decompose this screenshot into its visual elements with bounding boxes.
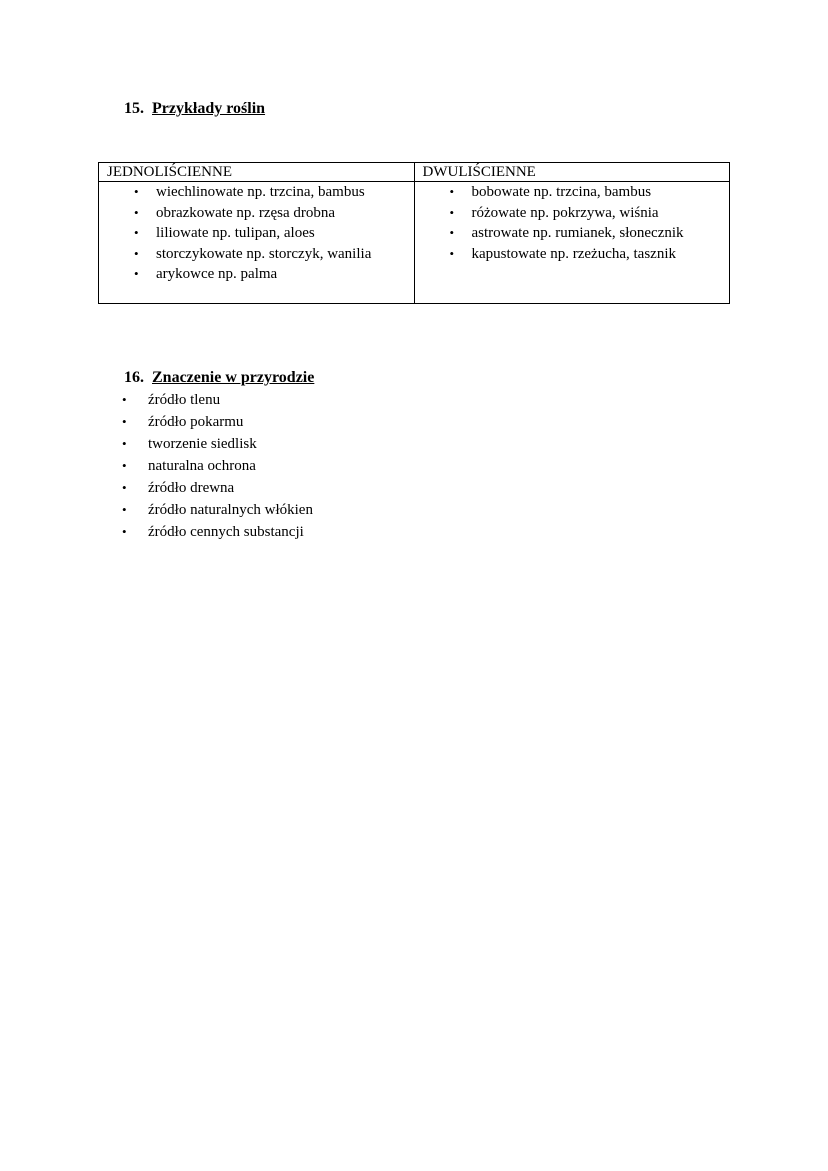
section-16-number: 16.: [124, 369, 144, 386]
bullet-icon: •: [122, 458, 127, 473]
list-item: • astrowate np. rumianek, słonecznik: [415, 223, 730, 244]
list-item: • bobowate np. trzcina, bambus: [415, 182, 730, 203]
header-dicots: DWULIŚCIENNE: [414, 163, 730, 182]
monocots-list: [99, 182, 414, 285]
bullet-icon: •: [122, 524, 127, 539]
dicots-list: [415, 182, 730, 264]
dicots-cell: [414, 182, 730, 304]
list-item: • naturalna ochrona: [120, 455, 313, 477]
bullet-icon: •: [134, 184, 139, 199]
bullet-icon: •: [122, 392, 127, 407]
table-body-row: [99, 182, 730, 304]
plant-examples-table: [98, 162, 730, 304]
section-15-title: Przykłady roślin: [152, 100, 266, 117]
bullet-icon: •: [122, 414, 127, 429]
bullet-icon: •: [122, 436, 127, 451]
header-monocots: JEDNOLIŚCIENNE: [99, 163, 415, 182]
table-header-row: [99, 163, 730, 182]
list-item: • źródło pokarmu: [120, 411, 313, 433]
bullet-icon: •: [122, 502, 127, 517]
list-item: • wiechlinowate np. trzcina, bambus: [99, 182, 414, 203]
list-item: • źródło naturalnych włókien: [120, 499, 313, 521]
bullet-icon: •: [134, 266, 139, 281]
list-item: • obrazkowate np. rzęsa drobna: [99, 203, 414, 224]
bullet-icon: •: [122, 480, 127, 495]
list-item: • różowate np. pokrzywa, wiśnia: [415, 203, 730, 224]
section-16-title: Znaczenie w przyrodzie: [152, 369, 315, 386]
monocots-cell: [99, 182, 415, 304]
bullet-icon: •: [449, 204, 455, 220]
section-16-heading: [124, 368, 314, 388]
section-15-heading: [124, 99, 265, 119]
section-15-number: 15.: [124, 100, 144, 117]
list-item: • arykowce np. palma: [99, 264, 414, 285]
list-item: • źródło tlenu: [120, 389, 313, 411]
bullet-icon: •: [449, 184, 455, 199]
bullet-icon: •: [449, 245, 455, 261]
bullet-icon: •: [134, 225, 139, 240]
list-item: • storczykowate np. storczyk, wanilia: [99, 244, 414, 265]
bullet-icon: •: [134, 204, 139, 220]
bullet-icon: •: [134, 245, 139, 261]
list-item: • tworzenie siedlisk: [120, 433, 313, 455]
bullet-icon: •: [449, 225, 455, 240]
ecological-role-list: [120, 389, 313, 543]
list-item: • źródło cennych substancji: [120, 521, 313, 543]
list-item: • liliowate np. tulipan, aloes: [99, 223, 414, 244]
list-item: • kapustowate np. rzeżucha, tasznik: [415, 244, 730, 265]
list-item: • źródło drewna: [120, 477, 313, 499]
